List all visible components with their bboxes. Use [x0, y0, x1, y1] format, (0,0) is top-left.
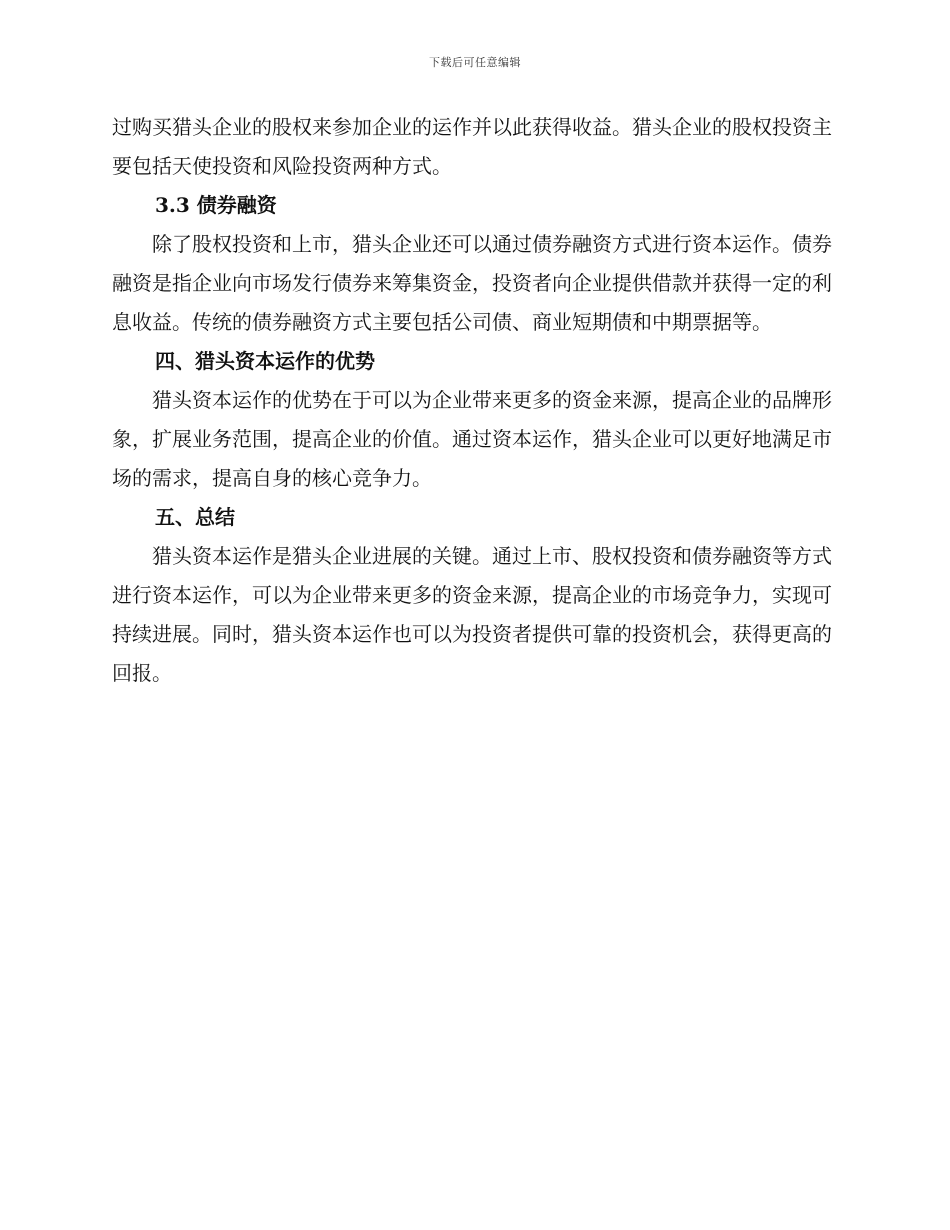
document-body [112, 108, 832, 693]
section-heading-summary: 五、总结 [155, 505, 235, 529]
page-header: 下载后可任意编辑 [429, 56, 521, 69]
paragraph-equity-investment-continued: 过购买猎头企业的股权来参加企业的运作并以此获得收益。猎头企业的股权投资主要包括天使投资和风险投资两种方式。 [112, 115, 832, 178]
paragraph-advantages: 猎头资本运作的优势在于可以为企业带来更多的资金来源，提高企业的品牌形象，扩展业务范围，提高企业的价值。通过资本运作，猎头企业可以更好地满足市场的需求，提高自身的核心竞争力。 [112, 388, 832, 490]
paragraph-summary: 猎头资本运作是猎头企业进展的关键。通过上市、股权投资和债券融资等方式进行资本运作，可以为企业带来更多的资金来源，提高企业的市场竞争力，实现可持续进展。同时，猎头资本运作也可以为投资者提供可靠的投资机会，获得更高的回报。 [112, 544, 832, 685]
paragraph-bond-financing: 除了股权投资和上市，猎头企业还可以通过债券融资方式进行资本运作。债券融资是指企业向市场发行债券来筹集资金，投资者向企业提供借款并获得一定的利息收益。传统的债券融资方式主要包括公司债、商业短期债和中期票据等。 [112, 232, 832, 334]
section-heading-bond-financing: 3.3 债券融资 [155, 193, 277, 217]
section-heading-advantages: 四、猎头资本运作的优势 [155, 349, 375, 373]
